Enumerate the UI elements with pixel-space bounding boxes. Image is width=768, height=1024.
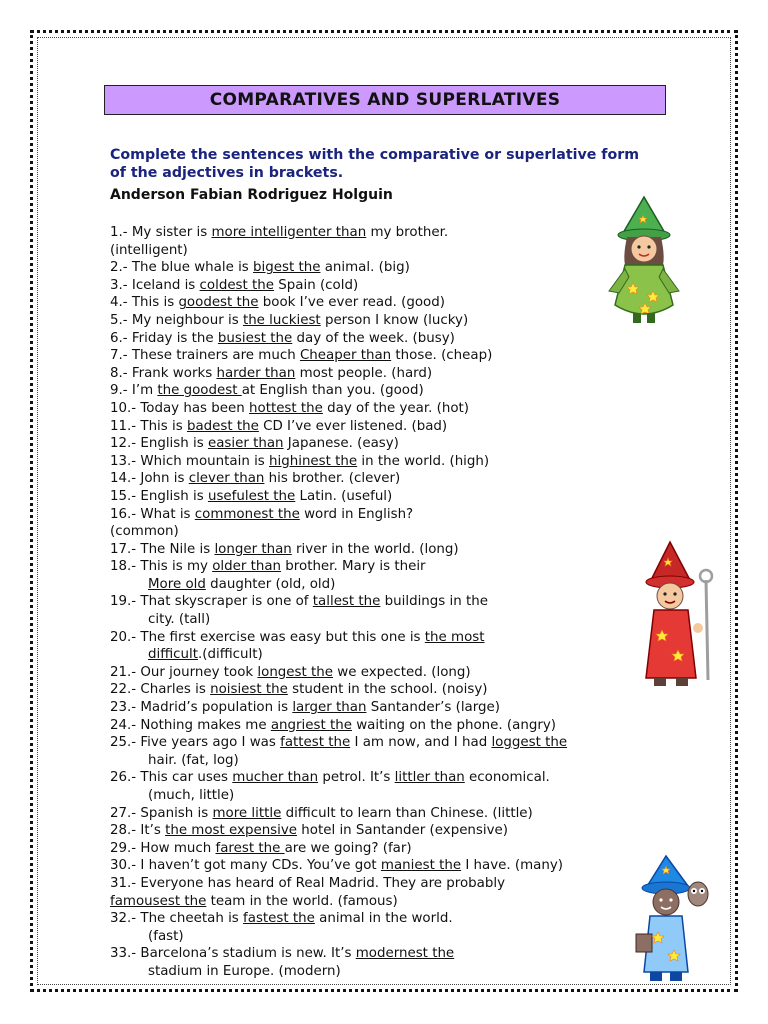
exercise-line [110, 330, 670, 348]
sentence-text: 28.- It’s [110, 823, 166, 839]
sentence-text: 22.- Charles is [110, 682, 211, 698]
exercise-list [110, 224, 670, 981]
sentence-text: 13.- Which mountain is [110, 453, 270, 469]
sentence-text: hotel in Santander (expensive) [297, 823, 509, 839]
sentence-text: brother. Mary is their [281, 559, 426, 575]
exercise-line [110, 400, 670, 418]
answer-text: busiest the [217, 330, 293, 346]
sentence-text: 11.- This is [110, 418, 187, 434]
exercise-line [110, 523, 670, 541]
answer-text: littler than [394, 770, 465, 786]
exercise-line [110, 593, 670, 611]
answer-text: mucher than [232, 770, 319, 786]
answer-text: easier than [207, 436, 284, 452]
exercise-line [110, 963, 670, 981]
sentence-text: 9.- I’m [110, 383, 158, 399]
answer-text: coldest the [199, 277, 275, 293]
exercise-line [110, 435, 670, 453]
sentence-text: 30.- I haven’t got many CDs. You’ve got [110, 858, 381, 874]
answer-text: fastest the [243, 911, 315, 927]
red-wizard-clipart [640, 540, 722, 690]
exercise-line [110, 769, 670, 787]
sentence-text: I have. (many) [461, 858, 564, 874]
sentence-text: 25.- Five years ago I was [110, 735, 281, 751]
sentence-text: book I’ve ever read. (good) [258, 295, 445, 311]
exercise-line [110, 875, 670, 893]
sentence-text: petrol. It’s [318, 770, 395, 786]
worksheet-title: COMPARATIVES AND SUPERLATIVES [209, 90, 561, 110]
sentence-text: river in the world. (long) [291, 541, 459, 557]
sentence-text: day of the year. (hot) [322, 400, 469, 416]
answer-text: loggest the [491, 735, 568, 751]
exercise-line [110, 418, 670, 436]
answer-text: farest the [215, 840, 285, 856]
answer-text: larger than [292, 700, 367, 716]
sentence-text: 1.- My sister is [110, 225, 212, 240]
sentence-text: word in English? [299, 506, 414, 522]
answer-text: the goodest [157, 383, 242, 399]
exercise-line [110, 382, 670, 400]
exercise-line [110, 805, 670, 823]
answer-text: the luckiest [242, 312, 321, 328]
sentence-text: 6.- Friday is the [110, 330, 218, 346]
sentence-text: we expected. (long) [333, 664, 471, 680]
answer-text: tallest the [312, 594, 381, 610]
answer-text: hottest the [249, 400, 323, 416]
sentence-text: hair. (fat, log) [148, 752, 239, 768]
sentence-text: city. (tall) [148, 612, 211, 628]
sentence-text: difficult to learn than Chinese. (little) [281, 805, 533, 821]
sentence-text: 32.- The cheetah is [110, 911, 244, 927]
sentence-text: 5.- My neighbour is [110, 312, 243, 328]
sentence-text: 18.- This is my [110, 559, 213, 575]
sentence-text: (fast) [148, 928, 184, 944]
sentence-text: CD I’ve ever listened. (bad) [258, 418, 448, 434]
answer-text: usefulest the [207, 488, 296, 504]
exercise-line [110, 277, 670, 295]
sentence-text: 19.- That skyscraper is one of [110, 594, 313, 610]
exercise-line [110, 453, 670, 471]
answer-text: goodest the [178, 295, 259, 311]
exercise-line [110, 242, 670, 260]
answer-text: the most expensive [165, 823, 298, 839]
sentence-text: 23.- Madrid’s population is [110, 700, 293, 716]
sentence-text: 4.- This is [110, 295, 179, 311]
sentence-text: waiting on the phone. (angry) [351, 717, 556, 733]
sentence-text: 24.- Nothing makes me [110, 717, 271, 733]
exercise-line [110, 488, 670, 506]
answer-text: more little [212, 805, 282, 821]
answer-text: difficult [148, 647, 198, 663]
sentence-text: in the world. (high) [357, 453, 490, 469]
exercise-line [110, 910, 670, 928]
sentence-text: Latin. (useful) [295, 488, 393, 504]
sentence-text: (much, little) [148, 788, 235, 803]
answer-text: the most [424, 629, 485, 645]
exercise-line [110, 224, 670, 242]
exercise-line [110, 699, 670, 717]
sentence-text: 26.- This car uses [110, 770, 233, 786]
exercise-line [110, 681, 670, 699]
answer-text: noisiest the [210, 682, 288, 698]
exercise-line [110, 646, 670, 664]
green-wizard-clipart [603, 195, 685, 331]
exercise-line [110, 752, 670, 770]
sentence-text: animal. (big) [320, 260, 410, 276]
sentence-text: those. (cheap) [391, 348, 493, 364]
answer-text: angriest the [270, 717, 352, 733]
sentence-text: 12.- English is [110, 436, 208, 452]
sentence-text: stadium in Europe. (modern) [148, 963, 341, 979]
answer-text: badest the [186, 418, 259, 434]
exercise-line [110, 893, 670, 911]
exercise-line [110, 857, 670, 875]
answer-text: maniest the [380, 858, 462, 874]
exercise-line [110, 470, 670, 488]
exercise-line [110, 928, 670, 946]
answer-text: modernest the [355, 946, 455, 962]
sentence-text: economical. [464, 770, 550, 786]
exercise-line [110, 347, 670, 365]
sentence-text: 16.- What is [110, 506, 195, 522]
sentence-text: day of the week. (busy) [292, 330, 455, 346]
exercise-line [110, 734, 670, 752]
exercise-line [110, 576, 670, 594]
sentence-text: 10.- Today has been [110, 400, 250, 416]
sentence-text: 14.- John is [110, 471, 189, 487]
sentence-text: 33.- Barcelona’s stadium is new. It’s [110, 946, 356, 962]
sentence-text: 15.- English is [110, 488, 208, 504]
exercise-line [110, 611, 670, 629]
sentence-text: Santander’s (large) [366, 700, 500, 716]
sentence-text: (intelligent) [110, 242, 188, 258]
sentence-text: 7.- These trainers are much [110, 348, 300, 364]
sentence-text: daughter (old, old) [205, 576, 336, 592]
sentence-text: animal in the world. [314, 911, 453, 927]
answer-text: highinest the [269, 453, 358, 469]
sentence-text: 27.- Spanish is [110, 805, 213, 821]
exercise-line [110, 365, 670, 383]
answer-text: more intelligenter than [211, 225, 367, 240]
sentence-text: 29.- How much [110, 840, 216, 856]
exercise-line [110, 506, 670, 524]
exercise-line [110, 717, 670, 735]
sentence-text: 3.- Iceland is [110, 277, 200, 293]
exercise-line [110, 629, 670, 647]
worksheet-title-box [104, 85, 666, 115]
exercise-line [110, 945, 670, 963]
sentence-text: 8.- Frank works [110, 365, 217, 381]
sentence-text: person I know (lucky) [320, 312, 469, 328]
answer-text: fattest the [280, 735, 351, 751]
answer-text: famousest the [110, 893, 207, 909]
exercise-line [110, 541, 670, 559]
exercise-line [110, 664, 670, 682]
author-name: Anderson Fabian Rodriguez Holguin [110, 187, 393, 203]
sentence-text: 2.- The blue whale is [110, 260, 254, 276]
answer-text: More old [148, 576, 206, 592]
sentence-text: 21.- Our journey took [110, 664, 258, 680]
sentence-text: are we going? (far) [284, 840, 412, 856]
answer-text: commonest the [194, 506, 300, 522]
sentence-text: at English than you. (good) [241, 383, 424, 399]
exercise-line [110, 822, 670, 840]
answer-text: Cheaper than [299, 348, 392, 364]
exercise-line [110, 787, 670, 805]
sentence-text: I am now, and I had [350, 735, 492, 751]
sentence-text: student in the school. (noisy) [287, 682, 488, 698]
blue-wizard-owl-clipart [630, 852, 716, 987]
answer-text: clever than [188, 471, 265, 487]
exercise-line [110, 840, 670, 858]
exercise-line [110, 558, 670, 576]
exercise-line [110, 259, 670, 277]
sentence-text: .(difficult) [198, 647, 263, 663]
answer-text: harder than [216, 365, 296, 381]
sentence-text: 20.- The first exercise was easy but this one is [110, 629, 425, 645]
sentence-text: 17.- The Nile is [110, 541, 215, 557]
answer-text: longer than [214, 541, 292, 557]
sentence-text: team in the world. (famous) [206, 893, 398, 909]
exercise-line [110, 294, 670, 312]
answer-text: longest the [257, 664, 334, 680]
sentence-text: his brother. (clever) [264, 471, 401, 487]
sentence-text: my brother. [366, 225, 449, 240]
sentence-text: Japanese. (easy) [283, 436, 399, 452]
sentence-text: buildings in the [380, 594, 488, 610]
instructions: Complete the sentences with the comparative or superlative form of the adjectives in brackets. [110, 147, 639, 181]
exercise-line [110, 312, 670, 330]
sentence-text: Spain (cold) [274, 277, 359, 293]
sentence-text: most people. (hard) [295, 365, 433, 381]
sentence-text: (common) [110, 524, 179, 540]
answer-text: older than [212, 559, 282, 575]
answer-text: bigest the [253, 260, 321, 276]
sentence-text: 31.- Everyone has heard of Real Madrid. They are probably [110, 875, 506, 891]
